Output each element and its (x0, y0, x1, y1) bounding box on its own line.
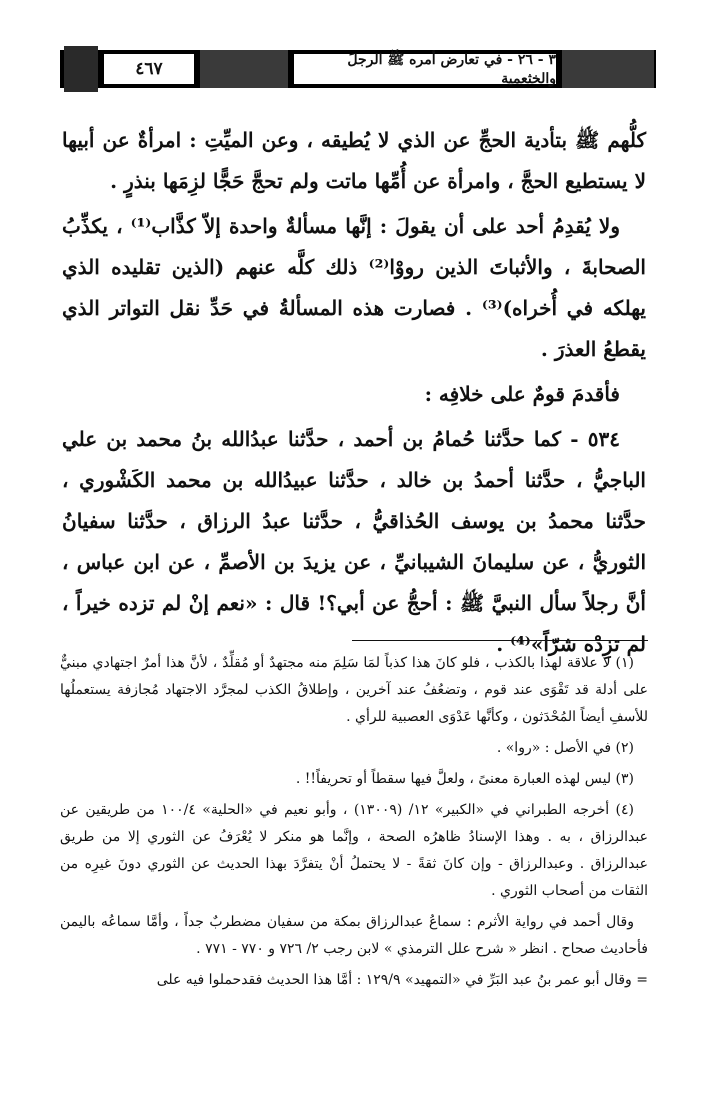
footnote-4-carryover: = وقال أبو عمر بنُ عبد البَرِّ في «التمهيد» ١٢٩/٩ : أمَّا هذا الحديث فقدحملوا فيه على (156, 972, 648, 988)
footnotes (60, 650, 648, 998)
running-header (60, 44, 656, 94)
running-title: ٣ - ٢٦ - في تعارض أمره ﷺ الرجلَ والخثعمية (294, 54, 556, 84)
footnote-1: (١) لا علاقة لهذا بالكذب ، فلو كانَ هذا كذباً لمَا سَلِمَ منه مجتهدٌ أو مُقلِّدٌ ، لأنَّ هذا أمرٌ اجتهادي مبنيٌّ على أدلة قد تَقْوَى عند قوم ، وتضعُفُ عند آخرين ، وإطلاقُ الكذب لمجرَّد الاجتهاد مُجازفة يستعملُها للأسفِ أيضاً المُحْدَثون ، وكأنَّها عَدْوَى العصبية للرأي . (60, 655, 648, 725)
header-block-mid (200, 50, 288, 88)
main-text (62, 120, 646, 665)
paragraph-3: فأقدمَ قومٌ على خلافِه : (424, 382, 620, 406)
footnote-3: (٣) ليس لهذه العبارة معنىً ، ولعلَّ فيها سقطاً أو تحريفاً!! . (295, 771, 634, 787)
footnote-2: (٢) في الأصل : «روا» . (496, 740, 634, 756)
paragraph-2: ولا يُقدِمُ أحد على أن يقولَ : إنَّها مسألةٌ واحدة إلاّ كذَّاب⁽¹⁾ ، يكذِّبُ الصحابةَ ، والأثباتَ الذين رووْا⁽²⁾ ذلك كلَّه عنهم (الذين تقليده الذي يهلكه في أُخراه)⁽³⁾ . فصارت هذه المسألةُ في حَدِّ نقل التواتر الذي يقطعُ العذرَ . (62, 214, 646, 361)
header-block-right (562, 50, 654, 88)
footnote-4: (٤) أخرجه الطبراني في «الكبير» ١٢/ (١٣٠٠٩) ، وأبو نعيم في «الحلية» ١٠٠/٤ من طريقين عن عبدالرزاق ، به . وهذا الإسنادُ ظاهرُه الصحة ، وإنَّما هو منكر لا يُعْرَفُ عن الثوري إلا من طريق عبدالرزاق . وعبدالرزاق - وإن كانَ ثقةً - لا يحتملُ أنْ يتفرَّدَ بهذا الحديث عن الثوري دونَ غيرِه من الثقات من أصحاب الثوري . (60, 802, 648, 899)
footnote-divider (352, 640, 648, 641)
footnote-4-continued: وقال أحمد في رواية الأثرم : سماعُ عبدالرزاق بمكة من سفيان مضطربٌ جداً ، وأمَّا سماعُه باليمن فأحاديث صحاح . انظر « شرح علل الترمذي » لابن رجب ٢/ ٧٢٦ و ٧٧٠ - ٧٧١ . (60, 914, 648, 957)
page-number: ٤٦٧ (104, 54, 194, 84)
paragraph-1: كلُّهم ﷺ بتأدية الحجِّ عن الذي لا يُطيقه ، وعن الميِّتِ : امرأةٌ عن أبيها لا يستطيع الحجَّ ، وامرأة عن أُمِّها ماتت ولم تحجَّ حَجًّا لزِمَها بنذرٍ . (62, 128, 646, 193)
hadith-534: ٥٣٤ - كما حدَّثنا حُمامُ بن أحمد ، حدَّثنا عبدُالله بنُ محمد بن علي الباجيُّ ، حدَّثنا أحمدُ بن خالد ، حدَّثنا عبيدُالله بن محمد الكَشْوري ، حدَّثنا محمدُ بن يوسف الحُذاقيُّ ، حدَّثنا عبدُ الرزاق ، حدَّثنا سفيانُ الثوريُّ ، عن سليمانَ الشيبانيِّ ، عن يزيدَ بن الأصمِّ ، عن ابن عباس ، أنَّ رجلاً سأل النبيَّ ﷺ : أحجُّ عن أبي؟! قال : «نعم إنْ لم تزده خيراً ، لم تزِدْه شرّاً»⁽⁴⁾ . (62, 427, 646, 656)
header-block-left (64, 46, 98, 92)
